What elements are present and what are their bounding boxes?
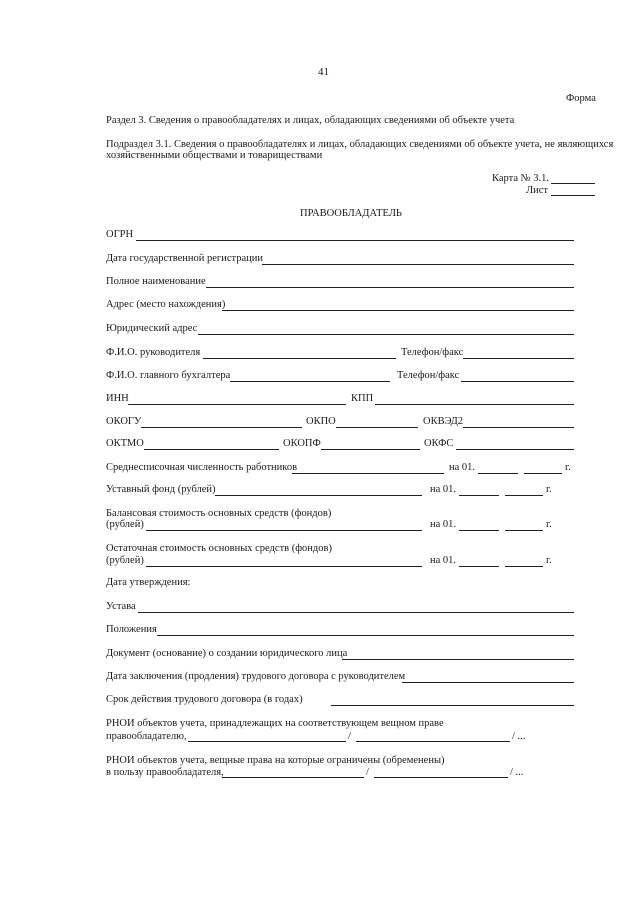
legal-address-label: Юридический адрес [106,323,198,334]
director-label: Ф.И.О. руководителя [106,347,201,358]
rnoi-owned-ellipsis: / ... [512,731,526,742]
residual-value-label-line1: Остаточная стоимость основных средств (фондов) [106,543,332,554]
charter-date-field[interactable] [138,612,574,613]
okpo-field[interactable] [336,427,418,428]
kpp-label: КПП [351,393,374,404]
oktmo-field[interactable] [144,449,279,450]
chief-accountant-field[interactable] [230,381,390,382]
book-value-on-date-label: на 01. [430,519,457,530]
contract-date-label: Дата заключения (продления) трудового договора с руководителем [106,671,406,682]
okved-field[interactable] [463,427,574,428]
okogu-label: ОКОГУ [106,416,142,427]
subsection-title-line2: хозяйственными обществами и товариществами [106,150,323,161]
founding-document-label: Документ (основание) о создании юридического лица [106,648,348,659]
book-value-field[interactable] [146,530,422,531]
residual-value-day-month-field[interactable] [459,566,499,567]
reg-date-label: Дата государственной регистрации [106,253,263,264]
section-title: Раздел 3. Сведения о правообладателях и лицах, обладающих сведениями об объекте учета [106,115,515,126]
book-value-year-suffix: г. [546,519,552,530]
phone-fax-field-2[interactable] [461,381,574,382]
subsection-title-line1: Подраздел 3.1. Сведения о правообладателях и лицах, обладающих сведениями об объекте учета, не являющихся [106,139,614,150]
charter-fund-day-month-field[interactable] [459,495,499,496]
inn-label: ИНН [106,393,129,404]
approval-date-label: Дата утверждения: [106,577,191,588]
ogrn-field[interactable] [136,240,574,241]
headcount-year-suffix: г. [565,462,571,473]
rnoi-owned-label-line2: правообладателю, [106,731,187,742]
inn-field[interactable] [128,404,346,405]
phone-fax-field-1[interactable] [463,358,574,359]
charter-fund-label: Уставный фонд (рублей) [106,484,216,495]
founding-document-field[interactable] [342,659,574,660]
residual-value-label-line2: (рублей) [106,555,144,566]
rnoi-owned-label-line1: РНОИ объектов учета, принадлежащих на соответствующем вещном праве [106,718,444,729]
rnoi-owned-field-2[interactable] [356,741,510,742]
book-value-year-field[interactable] [505,530,543,531]
okopf-field[interactable] [321,449,420,450]
charter-fund-on-date-label: на 01. [430,484,457,495]
residual-value-on-date-label: на 01. [430,555,457,566]
full-name-field[interactable] [206,287,574,288]
address-field[interactable] [222,310,574,311]
legal-address-field[interactable] [198,334,574,335]
okved-label: ОКВЭД2 [423,416,464,427]
card-number-line[interactable] [551,183,595,184]
residual-value-year-suffix: г. [546,555,552,566]
contract-term-field[interactable] [331,705,574,706]
chief-accountant-label: Ф.И.О. главного бухгалтера [106,370,231,381]
charter-fund-year-field[interactable] [505,495,543,496]
regulation-date-field[interactable] [157,635,574,636]
sheet-number-line[interactable] [551,195,595,196]
book-value-day-month-field[interactable] [459,530,499,531]
contract-term-label: Срок действия трудового договора (в годах) [106,694,303,705]
sheet-label: Лист [526,185,548,196]
okfs-field[interactable] [456,449,574,450]
book-value-label-line1: Балансовая стоимость основных средств (фондов) [106,508,332,519]
form-heading: ПРАВООБЛАДАТЕЛЬ [300,208,402,219]
charter-label: Устава [106,601,136,612]
phone-fax-label-1: Телефон/факс [401,347,464,358]
rnoi-restricted-separator: / [366,767,369,778]
rnoi-restricted-ellipsis: / ... [510,767,524,778]
rnoi-restricted-label-line2: в пользу правообладателя, [106,767,224,778]
reg-date-field[interactable] [262,264,574,265]
okfs-label: ОКФС [424,438,454,449]
okpo-label: ОКПО [306,416,336,427]
charter-fund-year-suffix: г. [546,484,552,495]
contract-date-field[interactable] [402,682,574,683]
okopf-label: ОКОПФ [283,438,321,449]
rnoi-owned-field-1[interactable] [188,741,346,742]
headcount-day-month-field[interactable] [478,473,518,474]
charter-fund-field[interactable] [215,495,422,496]
regulation-label: Положения [106,624,157,635]
rnoi-restricted-field-2[interactable] [374,777,508,778]
headcount-on-date-label: на 01. [449,462,476,473]
headcount-field[interactable] [292,473,444,474]
rnoi-restricted-field-1[interactable] [222,777,364,778]
rnoi-restricted-label-line1: РНОИ объектов учета, вещные права на которые ограничены (обременены) [106,755,445,766]
ogrn-label: ОГРН [106,229,134,240]
oktmo-label: ОКТМО [106,438,144,449]
form-label: Форма [566,93,596,104]
director-field[interactable] [203,358,396,359]
address-label: Адрес (место нахождения) [106,299,226,310]
page-number: 41 [318,66,329,78]
headcount-label: Среднесписочная численность работников [106,462,298,473]
phone-fax-label-2: Телефон/факс [397,370,460,381]
card-label: Карта № 3.1. [492,173,550,184]
rnoi-owned-separator: / [348,731,351,742]
residual-value-year-field[interactable] [505,566,543,567]
residual-value-field[interactable] [146,566,422,567]
full-name-label: Полное наименование [106,276,206,287]
kpp-field[interactable] [375,404,574,405]
headcount-year-field[interactable] [524,473,562,474]
book-value-label-line2: (рублей) [106,519,144,530]
okogu-field[interactable] [141,427,302,428]
